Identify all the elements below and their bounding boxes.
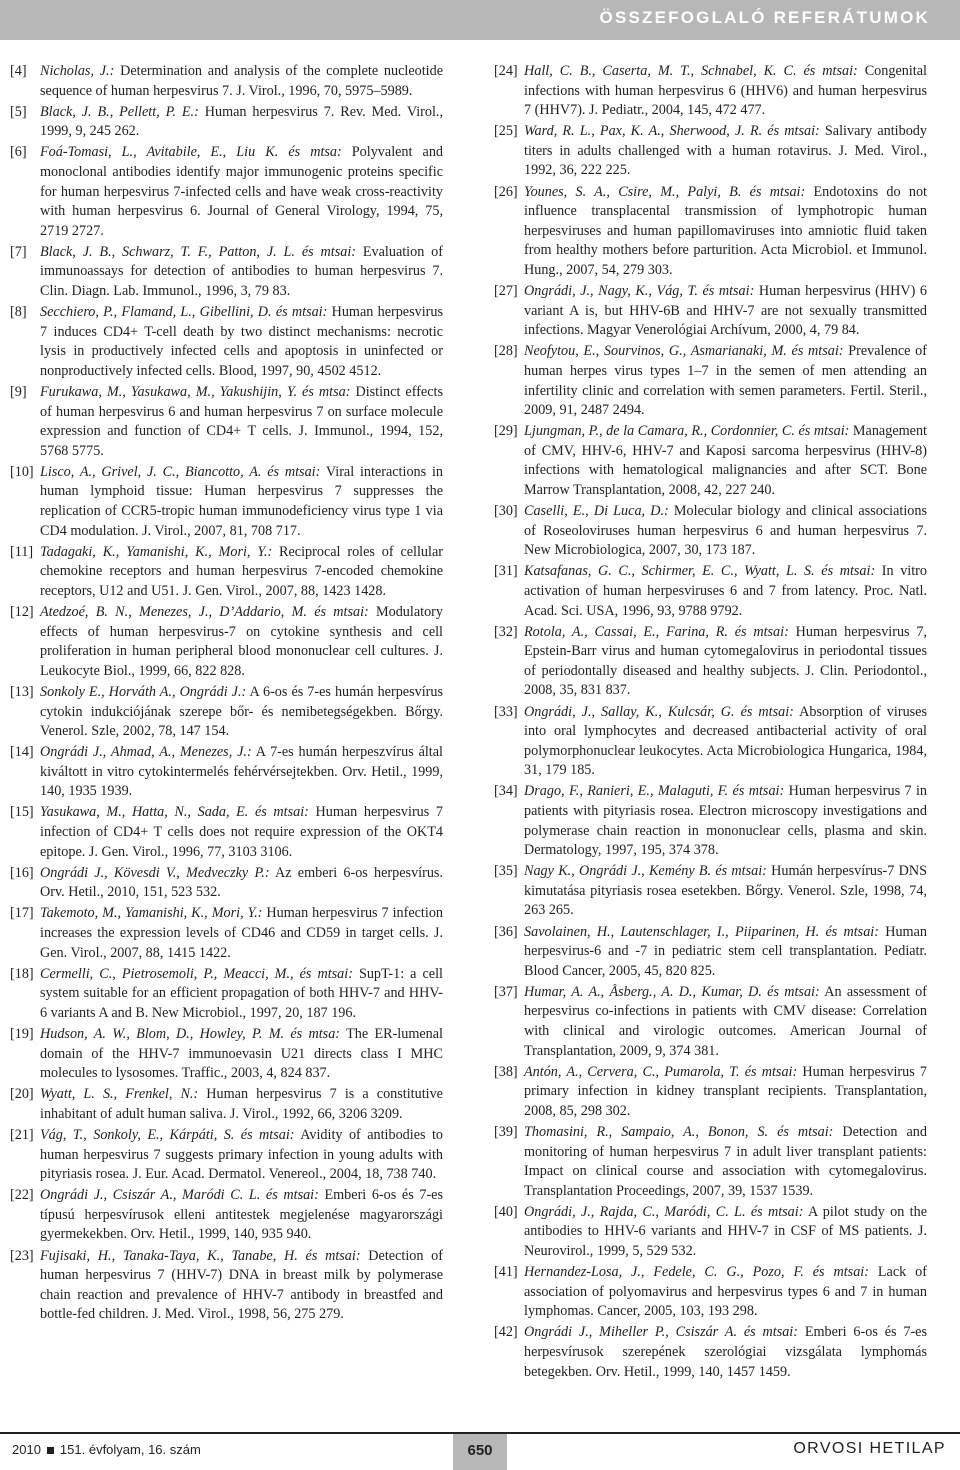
reference-number: [13] bbox=[10, 683, 34, 700]
reference-text bbox=[524, 122, 927, 181]
reference-item bbox=[10, 103, 443, 142]
reference-number: [30] bbox=[494, 503, 518, 520]
reference-item bbox=[10, 243, 443, 302]
reference-citation: Endotoxins do not influence transplacental transmission of lymphotropic human herpesviruses and human papillomaviruses into amniotic fluid taken from healthy mothers before parturition. Acta Microbiol. et Immunol. Hung., 2007, 54, 279 303. bbox=[524, 183, 928, 278]
reference-item bbox=[494, 623, 927, 701]
reference-number: [14] bbox=[10, 744, 34, 761]
reference-text bbox=[40, 243, 443, 302]
square-bullet-icon bbox=[47, 1447, 54, 1454]
reference-item bbox=[10, 1126, 443, 1185]
reference-text bbox=[40, 864, 443, 903]
reference-number: [28] bbox=[494, 343, 518, 360]
reference-text bbox=[40, 1247, 443, 1325]
reference-authors: Ljungman, P., de la Camara, R., Cordonnier, C. és mtsai: bbox=[524, 423, 850, 440]
reference-item bbox=[494, 342, 927, 420]
reference-text bbox=[524, 502, 927, 561]
reference-text bbox=[524, 623, 927, 701]
reference-item bbox=[494, 1203, 927, 1262]
reference-citation: Evaluation of immunoassays for detection of antibodies to human herpesvirus 7. Clin. Diagn. Lab. Immunol., 1996, 3, 79 83. bbox=[40, 243, 443, 300]
reference-number: [18] bbox=[10, 965, 34, 982]
footer-volume: 151. évfolyam, 16. szám bbox=[59, 1442, 201, 1457]
reference-text bbox=[40, 965, 443, 1024]
reference-authors: Ongrádi, J., Sallay, K., Kulcsár, G. és mtsai: bbox=[524, 703, 794, 720]
reference-text bbox=[40, 543, 443, 602]
reference-authors: Secchiero, P., Flamand, L., Gibellini, D. és mtsai: bbox=[40, 304, 328, 321]
reference-item bbox=[10, 1085, 443, 1124]
reference-authors: Hall, C. B., Caserta, M. T., Schnabel, K. C. és mtsai: bbox=[524, 63, 858, 79]
reference-authors: Ongrádi J., Ahmad, A., Menezes, J.: bbox=[40, 744, 252, 761]
section-header-bar bbox=[0, 0, 960, 40]
reference-authors: Foá-Tomasi, L., Avitabile, E., Liu K. és mtsa: bbox=[40, 144, 342, 161]
reference-authors: Savolainen, H., Lautenschlager, I., Piiparinen, H. és mtsai: bbox=[524, 923, 879, 940]
reference-authors: Lisco, A., Grivel, J. C., Biancotto, A. és mtsai: bbox=[40, 463, 321, 480]
reference-text bbox=[524, 923, 927, 982]
reference-number: [6] bbox=[10, 144, 27, 161]
reference-text bbox=[524, 1323, 927, 1382]
reference-item bbox=[494, 183, 927, 281]
reference-authors: Atedzoé, B. N., Menezes, J., D’Addario, M. és mtsai: bbox=[40, 604, 369, 621]
reference-item bbox=[494, 1263, 927, 1322]
reference-number: [9] bbox=[10, 384, 27, 400]
reference-item bbox=[10, 743, 443, 802]
reference-text bbox=[40, 683, 443, 742]
reference-text bbox=[524, 562, 927, 621]
reference-citation: Human herpesvirus 7 primary infection in kidney transplant recipients. Transplantation, 2008, 85, 298 302. bbox=[524, 1063, 927, 1119]
reference-text bbox=[524, 862, 927, 921]
reference-number: [24] bbox=[494, 63, 518, 79]
reference-text bbox=[524, 1263, 927, 1322]
reference-item bbox=[10, 1186, 443, 1245]
reference-item bbox=[10, 1247, 443, 1325]
reference-text bbox=[40, 743, 443, 802]
reference-citation: Emberi 6-os és 7-es herpesvírusok szerepének szerológiai vizsgálata lymphomás betegekben. Orv. Hetil., 1999, 140, 1457 1459. bbox=[524, 1324, 927, 1380]
reference-number: [16] bbox=[10, 864, 34, 881]
reference-text bbox=[40, 303, 443, 381]
references-column-right bbox=[494, 62, 927, 1384]
reference-authors: Antón, A., Cervera, C., Pumarola, T. és mtsai: bbox=[524, 1063, 798, 1080]
reference-item bbox=[10, 62, 443, 101]
reference-item bbox=[10, 383, 443, 461]
reference-number: [29] bbox=[494, 423, 518, 440]
reference-citation: Human herpesvirus 7 induces CD4+ T-cell death by two distinct mechanisms: necrotic lysis in productively infected cells and apoptosis in uninfected or nonproductively infected cells. Blood, 1997, 90, 4502 4512. bbox=[40, 304, 443, 379]
reference-citation: Absorption of viruses into oral lymphocytes and decreased antibacterial activity of oral polymorphonuclear leukocytes. Acta Microbiologica Hungarica, 1984, 31, 179 185. bbox=[524, 703, 927, 779]
reference-authors: Rotola, A., Cassai, E., Farina, R. és mtsai: bbox=[524, 623, 789, 640]
reference-citation: Determination and analysis of the complete nucleotide sequence of human herpesvirus 7. J. Virol., 1996, 70, 5975–5989. bbox=[40, 63, 443, 99]
reference-item bbox=[494, 923, 927, 982]
reference-citation: A 7-es humán herpeszvírus által kiváltott in vitro cytokintermelés fehérvérsejtekben. Orv. Hetil., 1999, 140, 1935 1939. bbox=[40, 744, 443, 800]
page-number: 650 bbox=[453, 1434, 507, 1470]
reference-item bbox=[494, 1323, 927, 1382]
reference-authors: Katsafanas, G. C., Schirmer, E. C., Wyatt, L. S. és mtsai: bbox=[524, 563, 876, 580]
reference-item bbox=[494, 122, 927, 181]
reference-item bbox=[10, 904, 443, 963]
reference-item bbox=[10, 143, 443, 241]
reference-citation: Avidity of antibodies to human herpesvirus 7 suggests primary infection in young adults with pityriasis rosea. J. Eur. Acad. Dermatol. Venereol., 2004, 18, 738 740. bbox=[40, 1126, 444, 1183]
reference-number: [8] bbox=[10, 304, 27, 321]
reference-item bbox=[494, 62, 927, 121]
reference-authors: Furukawa, M., Yasukawa, M., Yakushijin, Y. és mtsa: bbox=[40, 384, 351, 400]
reference-citation: Congenital infections with human herpesvirus 6 (HHV6) and human herpesvirus 7 (HHV7). J. Pediatr., 2004, 145, 472 477. bbox=[524, 63, 927, 119]
reference-text bbox=[40, 463, 443, 541]
reference-text bbox=[524, 1203, 927, 1262]
reference-authors: Ongrádi, J., Rajda, C., Maródi, C. L. és mtsai: bbox=[524, 1203, 804, 1220]
reference-number: [42] bbox=[494, 1324, 518, 1341]
reference-authors: Nagy K., Ongrádi J., Kemény B. és mtsai: bbox=[524, 863, 767, 880]
reference-authors: Sonkoly E., Horváth A., Ongrádi J.: bbox=[40, 683, 247, 700]
reference-number: [31] bbox=[494, 563, 518, 580]
reference-text bbox=[524, 342, 927, 420]
reference-number: [10] bbox=[10, 463, 34, 480]
reference-authors: Black, J. B., Schwarz, T. F., Patton, J. L. és mtsai: bbox=[40, 243, 356, 260]
reference-citation: Human herpesvirus 7. Rev. Med. Virol., 1999, 9, 245 262. bbox=[40, 103, 444, 140]
reference-authors: Ongrádi, J., Nagy, K., Vág, T. és mtsai: bbox=[524, 283, 755, 300]
reference-item bbox=[494, 983, 927, 1061]
reference-item bbox=[494, 703, 927, 781]
reference-item bbox=[494, 1063, 927, 1122]
reference-number: [37] bbox=[494, 983, 518, 1000]
reference-number: [23] bbox=[10, 1247, 34, 1264]
footer-issue-info bbox=[12, 1442, 201, 1457]
reference-authors: Takemoto, M., Yamanishi, K., Mori, Y.: bbox=[40, 905, 263, 922]
reference-item bbox=[10, 463, 443, 541]
reference-item bbox=[10, 864, 443, 903]
reference-number: [15] bbox=[10, 804, 34, 821]
reference-text bbox=[40, 803, 443, 862]
reference-citation: Detection of human herpesvirus 7 (HHV-7) DNA in breast milk by polymerase chain reaction and prevalence of HHV-7 antibody in breastfed and bottle-fed children. J. Med. Virol., 1998, 56, 275 279. bbox=[40, 1247, 443, 1323]
reference-text bbox=[40, 143, 443, 241]
reference-item bbox=[494, 1123, 927, 1201]
reference-citation: Prevalence of human herpes virus types 1–7 in the semen of men attending an infertility clinic and correlation with semen parameters. Fertil. Steril., 2009, 91, 2487 2494. bbox=[524, 343, 927, 419]
reference-number: [38] bbox=[494, 1063, 518, 1080]
reference-item bbox=[494, 562, 927, 621]
reference-authors: Wyatt, L. S., Frenkel, N.: bbox=[40, 1086, 199, 1103]
reference-authors: Younes, S. A., Csire, M., Palyi, B. és mtsai: bbox=[524, 183, 806, 200]
reference-number: [32] bbox=[494, 623, 518, 640]
reference-authors: Ongrádi J., Csiszár A., Maródi C. L. és mtsai: bbox=[40, 1187, 319, 1204]
reference-text bbox=[40, 103, 443, 142]
reference-number: [41] bbox=[494, 1264, 518, 1281]
references-column-left bbox=[10, 62, 443, 1326]
reference-item bbox=[10, 683, 443, 742]
reference-item bbox=[494, 502, 927, 561]
reference-item bbox=[10, 603, 443, 681]
reference-number: [25] bbox=[494, 123, 518, 140]
reference-authors: Nicholas, J.: bbox=[40, 63, 115, 79]
reference-text bbox=[524, 983, 927, 1061]
reference-number: [17] bbox=[10, 905, 34, 922]
reference-text bbox=[40, 1126, 443, 1185]
reference-citation: Human herpesvirus 7 infection increases the expression levels of CD46 and CD59 in target cells. J. Gen. Virol., 2007, 88, 1415 1422. bbox=[40, 905, 444, 961]
reference-number: [36] bbox=[494, 923, 518, 940]
reference-citation: Emberi 6-os és 7-es típusú herpesvírusok elleni antitestek megjelenése magyarországi gyermekekben. Orv. Hetil., 1999, 140, 935 940. bbox=[40, 1187, 444, 1243]
reference-citation: In vitro activation of human herpesviruses 6 and 7 from latency. Proc. Natl. Acad. Sci. USA, 1996, 93, 9788 9792. bbox=[524, 563, 927, 619]
reference-number: [11] bbox=[10, 543, 34, 560]
reference-citation: Lack of association of polyomavirus and herpesvirus types 6 and 7 in human lymphomas. Cancer, 2005, 103, 193 298. bbox=[524, 1264, 927, 1320]
reference-item bbox=[494, 862, 927, 921]
reference-number: [20] bbox=[10, 1086, 34, 1103]
reference-text bbox=[40, 62, 443, 101]
reference-number: [21] bbox=[10, 1126, 34, 1143]
reference-text bbox=[40, 904, 443, 963]
reference-number: [33] bbox=[494, 703, 518, 720]
reference-citation: A pilot study on the antibodies to HHV-6 variants and HHV-7 in CSF of MS patients. J. Neurovirol., 1999, 5, 529 532. bbox=[524, 1203, 927, 1260]
reference-number: [12] bbox=[10, 604, 34, 621]
reference-citation: SupT-1: a cell system suitable for an efficient propagation of both HHV-7 and HHV-6 variants A and B. New Microbiol., 1997, 20, 187 196. bbox=[40, 965, 443, 1021]
reference-text bbox=[524, 1123, 927, 1201]
reference-citation: Human herpesvirus 7, Epstein-Barr virus and human cytomegalovirus in periodontal tissues of periodontally diseased and healthy subjects. J. Clin. Periodontol., 2008, 35, 831 837. bbox=[524, 623, 928, 699]
reference-citation: Reciprocal roles of cellular chemokine receptors and human herpesvirus 7-encoded chemokine receptors, U12 and U51. J. Gen. Virol., 2007, 88, 1423 1428. bbox=[40, 543, 443, 599]
reference-item bbox=[494, 422, 927, 500]
section-title: ÖSSZEFOGLALÓ REFERÁTUMOK bbox=[599, 8, 930, 27]
reference-authors: Fujisaki, H., Tanaka-Taya, K., Tanabe, H. és mtsai: bbox=[40, 1247, 361, 1264]
reference-text bbox=[40, 603, 443, 681]
reference-authors: Ward, R. L., Pax, K. A., Sherwood, J. R. és mtsai: bbox=[524, 123, 820, 140]
reference-item bbox=[494, 282, 927, 341]
reference-citation: Viral interactions in human lymphoid tissue: Human herpesvirus 7 suppresses the replication of CCR5-tropic human immunodeficiency virus type 1 via CD4 modulation. J. Virol., 2007, 81, 708 717. bbox=[40, 463, 443, 539]
reference-number: [40] bbox=[494, 1203, 518, 1220]
reference-text bbox=[524, 62, 927, 121]
reference-authors: Cermelli, C., Pietrosemoli, P., Meacci, M., és mtsai: bbox=[40, 965, 353, 982]
reference-authors: Black, J. B., Pellett, P. E.: bbox=[40, 103, 199, 120]
reference-number: [7] bbox=[10, 243, 27, 260]
reference-citation: Detection and monitoring of human herpesvirus 7 in adult liver transplant patients: Impact on clinical course and association with cytomegalovirus. Transplantation Proceedings, 2007, 39, 1537 1539. bbox=[524, 1123, 927, 1199]
reference-citation: Az emberi 6-os herpesvírus. Orv. Hetil., 2010, 151, 523 532. bbox=[40, 864, 443, 901]
reference-text bbox=[524, 183, 927, 281]
reference-citation: Salivary antibody titers in adults challenged with a human rotavirus. J. Med. Virol., 1992, 36, 222 225. bbox=[524, 123, 927, 179]
reference-authors: Thomasini, R., Sampaio, A., Bonon, S. és mtsai: bbox=[524, 1123, 834, 1140]
reference-citation: Management of CMV, HHV-6, HHV-7 and Kaposi sarcoma herpesvirus (HHV-8) infections with hematological malignancies and after SCT. Bone Marrow Transplantation, 2008, 42, 227 240. bbox=[524, 423, 927, 498]
reference-text bbox=[524, 282, 927, 341]
reference-authors: Tadagaki, K., Yamanishi, K., Mori, Y.: bbox=[40, 543, 273, 560]
reference-citation: Humán herpesvírus-7 DNS kimutatása pityriasis rosea esetekben. Bőrgy. Venerol. Szle, 1998, 74, 263 265. bbox=[524, 863, 927, 919]
reference-authors: Ongrádi J., Miheller P., Csiszár A. és mtsai: bbox=[524, 1324, 798, 1341]
reference-citation: Distinct effects of human herpesvirus 6 and human herpesvirus 7 on surface molecule expression and function of CD4+ T cells. J. Immunol., 1994, 152, 5768 5775. bbox=[40, 384, 443, 459]
reference-item bbox=[10, 803, 443, 862]
reference-number: [27] bbox=[494, 283, 518, 300]
reference-citation: A 6-os és 7-es humán herpesvírus cytokin indukciójának szerepe bőr- és nemibetegségekben. Bőrgy. Venerol. Szle, 2002, 78, 147 154. bbox=[40, 683, 443, 740]
footer-year: 2010 bbox=[12, 1442, 41, 1457]
reference-authors: Hudson, A. W., Blom, D., Howley, P. M. és mtsa: bbox=[40, 1026, 341, 1042]
reference-authors: Neofytou, E., Sourvinos, G., Asmarianaki, M. és mtsai: bbox=[524, 343, 844, 360]
reference-text bbox=[40, 1025, 443, 1084]
reference-authors: Hernandez-Losa, J., Fedele, C. G., Pozo, F. és mtsai: bbox=[524, 1264, 869, 1281]
reference-number: [5] bbox=[10, 103, 27, 120]
reference-authors: Vág, T., Sonkoly, E., Kárpáti, S. és mtsai: bbox=[40, 1126, 295, 1143]
reference-item bbox=[494, 782, 927, 860]
reference-item bbox=[10, 543, 443, 602]
reference-authors: Caselli, E., Di Luca, D.: bbox=[524, 503, 669, 520]
reference-text bbox=[524, 703, 927, 781]
reference-number: [39] bbox=[494, 1123, 518, 1140]
reference-text bbox=[40, 1186, 443, 1245]
reference-item bbox=[10, 303, 443, 381]
reference-citation: Human herpesvirus 7 in patients with pityriasis rosea. Electron microscopy investigations and polymerase chain reaction in mononuclear cells, plasma and skin. Dermatology, 1997, 195, 374 378. bbox=[524, 783, 927, 859]
reference-authors: Drago, F., Ranieri, E., Malaguti, F. és mtsai: bbox=[524, 783, 785, 800]
reference-text bbox=[40, 383, 443, 461]
reference-citation: Modulatory effects of human herpesvirus-7 on cytokine synthesis and cell proliferation in human peripheral blood mononuclear cell cultures. J. Leukocyte Biol., 1999, 66, 822 828. bbox=[40, 604, 443, 679]
reference-citation: Human herpesvirus-6 and -7 in pediatric stem cell transplantation. Pediatr. Blood Cancer, 2005, 45, 820 825. bbox=[524, 923, 927, 979]
reference-item bbox=[10, 965, 443, 1024]
journal-name: ORVOSI HETILAP bbox=[793, 1440, 946, 1457]
reference-number: [4] bbox=[10, 63, 27, 79]
reference-number: [34] bbox=[494, 783, 518, 800]
reference-citation: Molecular biology and clinical associations of Roseoloviruses human herpesvirus 6 and human herpesvirus 7. New Microbiologica, 2007, 30, 173 187. bbox=[524, 503, 927, 559]
reference-text bbox=[524, 782, 927, 860]
reference-citation: An assessment of herpesvirus co-infections in patients with CMV disease: Correlation with clinical and virologic outcomes. American Journal of Transplantation, 2009, 9, 374 381. bbox=[524, 983, 927, 1059]
reference-text bbox=[524, 422, 927, 500]
reference-item bbox=[10, 1025, 443, 1084]
reference-number: [22] bbox=[10, 1187, 34, 1204]
reference-number: [35] bbox=[494, 863, 518, 880]
reference-number: [19] bbox=[10, 1026, 34, 1042]
reference-citation: Human herpesvirus 7 infection of CD4+ T cells does not require expression of the OKT4 epitope. J. Gen. Virol., 1996, 77, 3103 3106. bbox=[40, 804, 444, 860]
reference-citation: Human herpesvirus (HHV) 6 variant A is, but HHV-6B and HHV-7 are not sexually transmitted infections. Magyar Venerológiai Archívum, 2000, 4, 79 84. bbox=[524, 283, 927, 339]
reference-citation: Polyvalent and monoclonal antibodies identify major immunogenic proteins specific for human herpesvirus 7-infected cells and have weak cross-reactivity with human herpesvirus 6. Journal of General Virology, 1994, 75, 2719 2727. bbox=[40, 144, 444, 239]
reference-authors: Yasukawa, M., Hatta, N., Sada, E. és mtsai: bbox=[40, 804, 309, 821]
reference-text bbox=[524, 1063, 927, 1122]
reference-number: [26] bbox=[494, 183, 518, 200]
reference-citation: The ER-lumenal domain of the HHV-7 immunoevasin U21 directs class I MHC molecules to lysosomes. Traffic., 2003, 4, 824 837. bbox=[40, 1026, 443, 1082]
reference-authors: Ongrádi J., Kövesdi V., Medveczky P.: bbox=[40, 864, 270, 881]
reference-text bbox=[40, 1085, 443, 1124]
reference-authors: Humar, A. A., Åsberg., A. D., Kumar, D. és mtsai: bbox=[524, 983, 820, 1000]
reference-citation: Human herpesvirus 7 is a constitutive inhabitant of adult human saliva. J. Virol., 1992, 66, 3206 3209. bbox=[40, 1086, 443, 1122]
